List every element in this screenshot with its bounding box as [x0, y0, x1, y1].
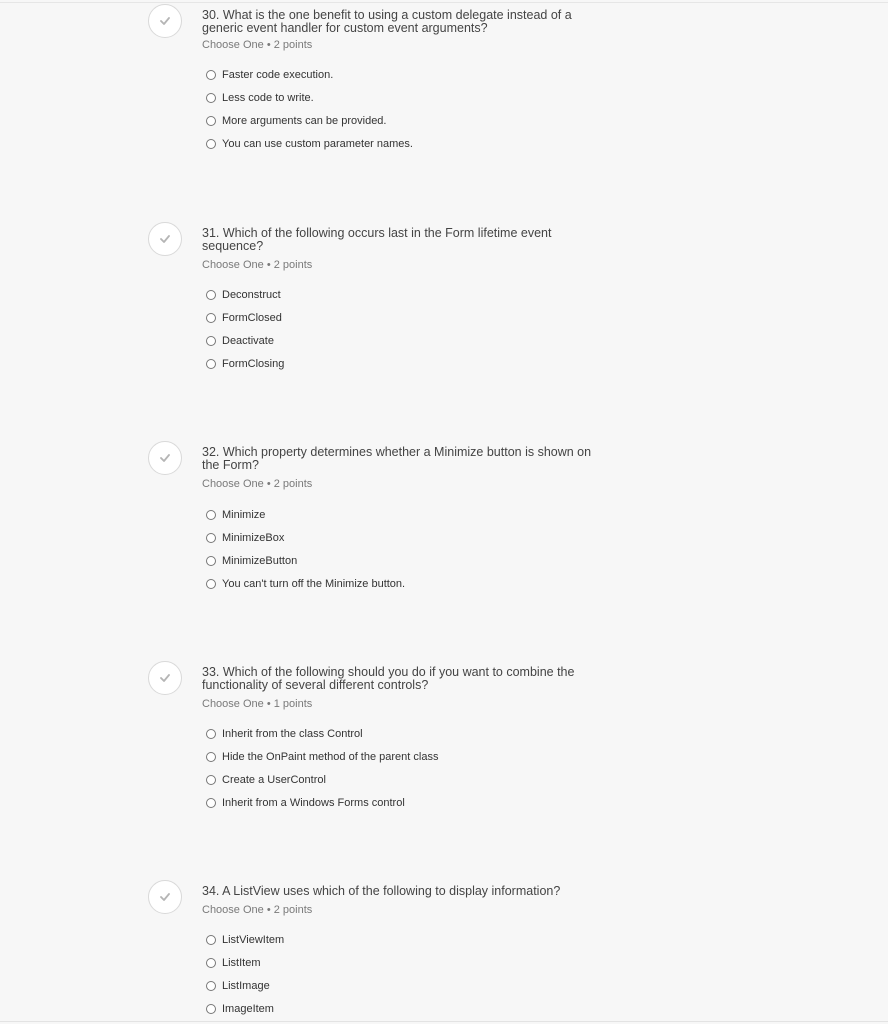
- radio-button-icon[interactable]: [206, 798, 216, 808]
- question-text: 34. A ListView uses which of the following to display information?: [202, 884, 561, 898]
- option-label: Create a UserControl: [222, 773, 326, 786]
- radio-button-icon[interactable]: [206, 336, 216, 346]
- option-label: Deactivate: [222, 334, 274, 347]
- answer-option[interactable]: [206, 63, 413, 86]
- option-label: Deconstruct: [222, 288, 281, 301]
- answer-option[interactable]: [206, 86, 413, 109]
- radio-button-icon[interactable]: [206, 958, 216, 968]
- radio-button-icon[interactable]: [206, 981, 216, 991]
- answer-option[interactable]: [206, 549, 405, 572]
- answer-option[interactable]: [206, 503, 405, 526]
- radio-button-icon[interactable]: [206, 510, 216, 520]
- option-label: ListImage: [222, 979, 270, 992]
- answer-option[interactable]: [206, 997, 284, 1020]
- option-label: More arguments can be provided.: [222, 114, 387, 127]
- radio-button-icon[interactable]: [206, 579, 216, 589]
- option-label: Minimize: [222, 508, 266, 521]
- radio-button-icon[interactable]: [206, 70, 216, 80]
- answer-option[interactable]: [206, 109, 413, 132]
- option-label: ListItem: [222, 956, 261, 969]
- option-label: Hide the OnPaint method of the parent class: [222, 750, 439, 763]
- answer-option[interactable]: [206, 722, 438, 745]
- radio-button-icon[interactable]: [206, 775, 216, 785]
- answered-check-icon: [148, 441, 182, 475]
- answer-option[interactable]: [206, 132, 413, 155]
- question-meta: Choose One • 1 points: [202, 698, 313, 710]
- answered-check-icon: [148, 222, 182, 256]
- answer-option[interactable]: [206, 928, 284, 951]
- option-label: MinimizeBox: [222, 531, 285, 544]
- option-label: ListViewItem: [222, 933, 285, 946]
- question-text: 33. Which of the following should you do if you want to combine the functionality of several different controls?: [202, 665, 575, 692]
- answer-option[interactable]: [206, 329, 284, 352]
- answer-options: [206, 928, 284, 1020]
- question-meta: Choose One • 2 points: [202, 904, 313, 916]
- option-label: MinimizeButton: [222, 554, 298, 567]
- question-text: 31. Which of the following occurs last in the Form lifetime event sequence?: [202, 226, 552, 253]
- answered-check-icon: [148, 4, 182, 38]
- option-label: FormClosed: [222, 311, 282, 324]
- radio-button-icon[interactable]: [206, 290, 216, 300]
- question-meta: Choose One • 2 points: [202, 259, 313, 271]
- radio-button-icon[interactable]: [206, 313, 216, 323]
- radio-button-icon[interactable]: [206, 752, 216, 762]
- bottom-divider: [0, 1021, 888, 1022]
- option-label: ImageItem: [222, 1002, 274, 1015]
- answer-option[interactable]: [206, 745, 438, 768]
- question-meta: Choose One • 2 points: [202, 39, 313, 51]
- radio-button-icon[interactable]: [206, 533, 216, 543]
- question-meta: Choose One • 2 points: [202, 478, 313, 490]
- answer-option[interactable]: [206, 283, 284, 306]
- radio-button-icon[interactable]: [206, 556, 216, 566]
- option-label: Faster code execution.: [222, 68, 334, 81]
- radio-button-icon[interactable]: [206, 93, 216, 103]
- answer-options: [206, 63, 413, 155]
- answered-check-icon: [148, 880, 182, 914]
- option-label: Inherit from the class Control: [222, 727, 363, 740]
- answer-option[interactable]: [206, 526, 405, 549]
- option-label: FormClosing: [222, 357, 285, 370]
- radio-button-icon[interactable]: [206, 359, 216, 369]
- answer-option[interactable]: [206, 768, 438, 791]
- answer-option[interactable]: [206, 352, 284, 375]
- option-label: Inherit from a Windows Forms control: [222, 796, 405, 809]
- radio-button-icon[interactable]: [206, 729, 216, 739]
- option-label: Less code to write.: [222, 91, 314, 104]
- top-divider: [0, 2, 888, 3]
- answer-options: [206, 722, 438, 814]
- answered-check-icon: [148, 661, 182, 695]
- radio-button-icon[interactable]: [206, 139, 216, 149]
- question-text: 30. What is the one benefit to using a custom delegate instead of a generic event handler for custom event arguments?: [202, 8, 572, 35]
- answer-option[interactable]: [206, 572, 405, 595]
- answer-options: [206, 283, 284, 375]
- answer-options: [206, 503, 405, 595]
- radio-button-icon[interactable]: [206, 1004, 216, 1014]
- radio-button-icon[interactable]: [206, 116, 216, 126]
- answer-option[interactable]: [206, 791, 438, 814]
- option-label: You can't turn off the Minimize button.: [222, 577, 406, 590]
- radio-button-icon[interactable]: [206, 935, 216, 945]
- answer-option[interactable]: [206, 951, 284, 974]
- answer-option[interactable]: [206, 974, 284, 997]
- answer-option[interactable]: [206, 306, 284, 329]
- question-text: 32. Which property determines whether a Minimize button is shown on the Form?: [202, 445, 592, 472]
- option-label: You can use custom parameter names.: [222, 137, 413, 150]
